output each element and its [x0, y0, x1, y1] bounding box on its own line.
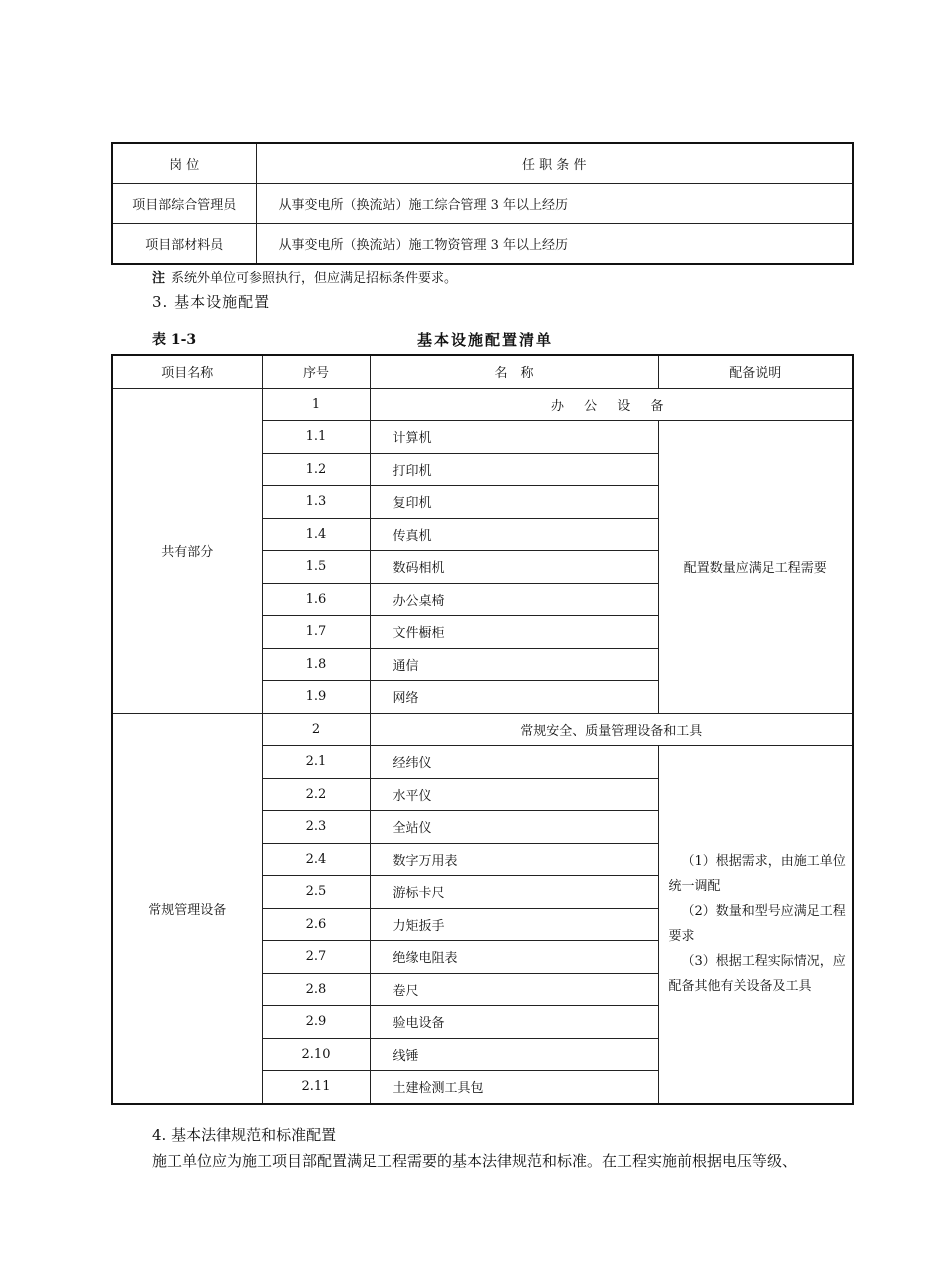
facility-config-table	[111, 354, 854, 1105]
item-no: 1.6	[262, 583, 370, 616]
role-cell: 项目部综合管理员	[112, 184, 256, 224]
requirement-cell: 从事变电所（换流站）施工物资管理 3 年以上经历	[256, 224, 853, 265]
item-name: 数码相机	[370, 551, 658, 584]
item-name: 数字万用表	[370, 843, 658, 876]
requirement-cell: 从事变电所（换流站）施工综合管理 3 年以上经历	[256, 184, 853, 224]
table-note	[152, 267, 457, 286]
item-no: 1.2	[262, 453, 370, 486]
item-name: 计算机	[370, 421, 658, 454]
item-name: 网络	[370, 681, 658, 714]
section-heading-4: 4. 基本法律规范和标准配置	[152, 1126, 337, 1144]
item-no: 2.4	[262, 843, 370, 876]
item-no: 2.11	[262, 1071, 370, 1104]
section-heading-3: 3. 基本设施配置	[152, 293, 271, 311]
table-header-row	[112, 355, 853, 388]
group-name-shared: 共有部分	[112, 388, 262, 713]
group-row	[112, 388, 853, 421]
group-row	[112, 713, 853, 746]
note-label: 注	[152, 271, 166, 286]
item-no: 1.3	[262, 486, 370, 519]
item-no: 2.6	[262, 908, 370, 941]
header-desc: 配备说明	[658, 355, 853, 388]
group-seq: 2	[262, 713, 370, 746]
item-name: 打印机	[370, 453, 658, 486]
item-name: 文件橱柜	[370, 616, 658, 649]
group-seq: 1	[262, 388, 370, 421]
item-name: 力矩扳手	[370, 908, 658, 941]
position-requirements-table	[111, 142, 854, 265]
header-requirements: 任 职 条 件	[256, 143, 853, 184]
item-no: 1.1	[262, 421, 370, 454]
item-no: 1.7	[262, 616, 370, 649]
item-name: 通信	[370, 648, 658, 681]
item-name: 复印机	[370, 486, 658, 519]
note-text: 系统外单位可参照执行，但应满足招标条件要求。	[171, 271, 458, 286]
item-name: 卷尺	[370, 973, 658, 1006]
item-no: 2.3	[262, 811, 370, 844]
item-no: 2.7	[262, 941, 370, 974]
group-subtitle: 常规安全、质量管理设备和工具	[370, 713, 853, 746]
group2-desc	[658, 746, 853, 1104]
item-no: 2.5	[262, 876, 370, 909]
item-no: 2.2	[262, 778, 370, 811]
item-no: 2.9	[262, 1006, 370, 1039]
item-name: 传真机	[370, 518, 658, 551]
desc-line: （2）数量和型号应满足工程要求	[668, 904, 846, 945]
header-name: 名 称	[370, 355, 658, 388]
item-name: 水平仪	[370, 778, 658, 811]
header-position: 岗 位	[112, 143, 256, 184]
item-name: 土建检测工具包	[370, 1071, 658, 1104]
item-no: 2.10	[262, 1038, 370, 1071]
item-name: 游标卡尺	[370, 876, 658, 909]
item-name: 经纬仪	[370, 746, 658, 779]
desc-line: （1）根据需求，由施工单位统一调配	[668, 854, 846, 895]
header-seq: 序号	[262, 355, 370, 388]
item-no: 2.8	[262, 973, 370, 1006]
table-row	[112, 224, 853, 265]
item-name: 绝缘电阻表	[370, 941, 658, 974]
item-no: 1.8	[262, 648, 370, 681]
group1-desc: 配置数量应满足工程需要	[658, 421, 853, 714]
item-name: 验电设备	[370, 1006, 658, 1039]
group-subtitle: 办 公 设 备	[370, 388, 853, 421]
body-paragraph: 施工单位应为施工项目部配置满足工程需要的基本法律规范和标准。在工程实施前根据电压等级、	[152, 1152, 798, 1170]
item-no: 1.5	[262, 551, 370, 584]
table-row	[112, 184, 853, 224]
item-no: 1.9	[262, 681, 370, 714]
table-number: 表 1-3	[152, 332, 197, 348]
table-header-row	[112, 143, 853, 184]
header-project-name: 项目名称	[112, 355, 262, 388]
item-name: 线锤	[370, 1038, 658, 1071]
desc-line: （3）根据工程实际情况，应配备其他有关设备及工具	[668, 954, 846, 995]
role-cell: 项目部材料员	[112, 224, 256, 265]
item-no: 1.4	[262, 518, 370, 551]
group-name-management: 常规管理设备	[112, 713, 262, 1104]
item-name: 全站仪	[370, 811, 658, 844]
item-name: 办公桌椅	[370, 583, 658, 616]
table-title: 基本设施配置清单	[416, 331, 553, 349]
item-no: 2.1	[262, 746, 370, 779]
